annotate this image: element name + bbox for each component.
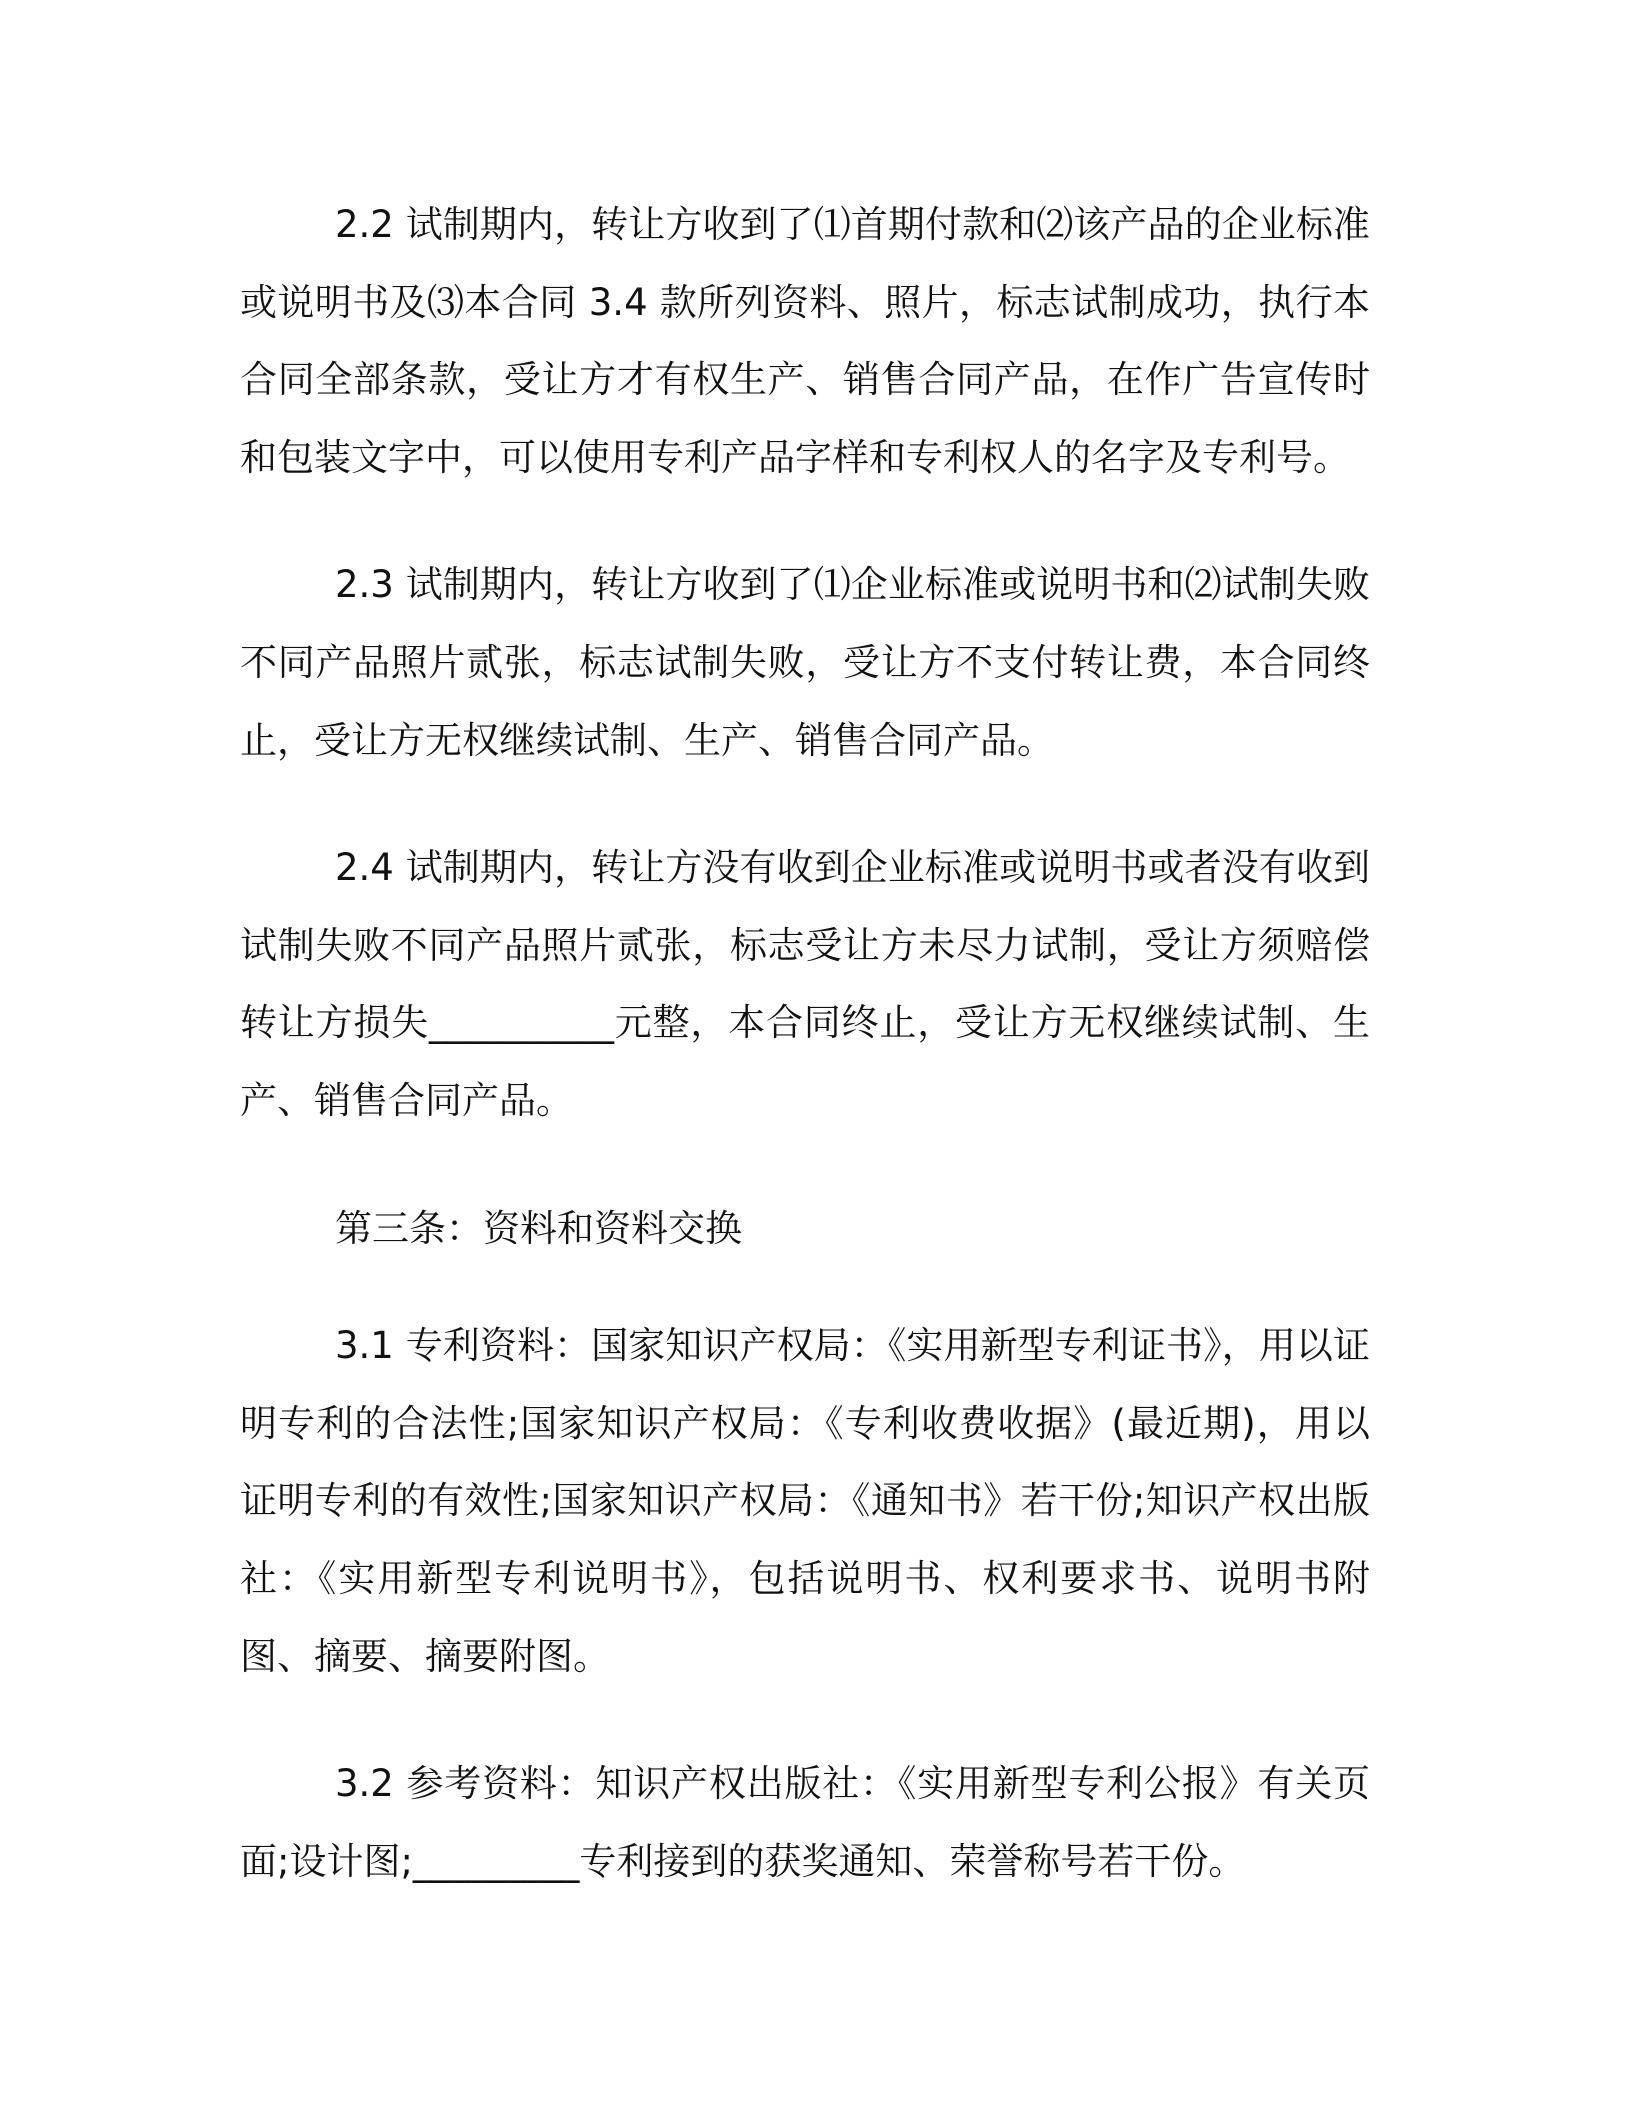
clause-3-1: 3.1 专利资料：国家知识产权局：《实用新型专利证书》，用以证明专利的合法性;国家知识产权局：《专利收费收据》(最近期)，用以证明专利的有效性;国家知识产权局：《通知书》若干份;知识产权出版社：《实用新型专利说明书》，包括说明书、权利要求书、说明书附图、摘要、摘要附图。 — [240, 1324, 1370, 1678]
clause-2-2: 2.2 试制期内，转让方收到了⑴首期付款和⑵该产品的企业标准或说明书及⑶本合同 3.4 款所列资料、照片，标志试制成功，执行本合同全部条款，受让方才有权生产、销售合同产品，在作广告宣传时和包装文字中，可以使用专利产品字样和专利权人的名字及专利号。 — [240, 203, 1370, 479]
section-heading: 第三条：资料和资料交换 — [335, 1206, 742, 1250]
clause-3-2: 3.2 参考资料：知识产权出版社：《实用新型专利公报》有关页面;设计图;_________专利接到的获奖通知、荣誉称号若干份。 — [240, 1762, 1370, 1883]
clause-2-4: 2.4 试制期内，转让方没有收到企业标准或说明书或者没有收到试制失败不同产品照片贰张，标志受让方未尽力试制，受让方须赔偿转让方损失__________元整，本合同终止，受让方无权继续试制、生产、销售合同产品。 — [240, 846, 1370, 1122]
clause-2-3: 2.3 试制期内，转让方收到了⑴企业标准或说明书和⑵试制失败不同产品照片贰张，标志试制失败，受让方不支付转让费，本合同终止，受让方无权继续试制、生产、销售合同产品。 — [240, 563, 1370, 762]
document-body — [240, 186, 1370, 1950]
